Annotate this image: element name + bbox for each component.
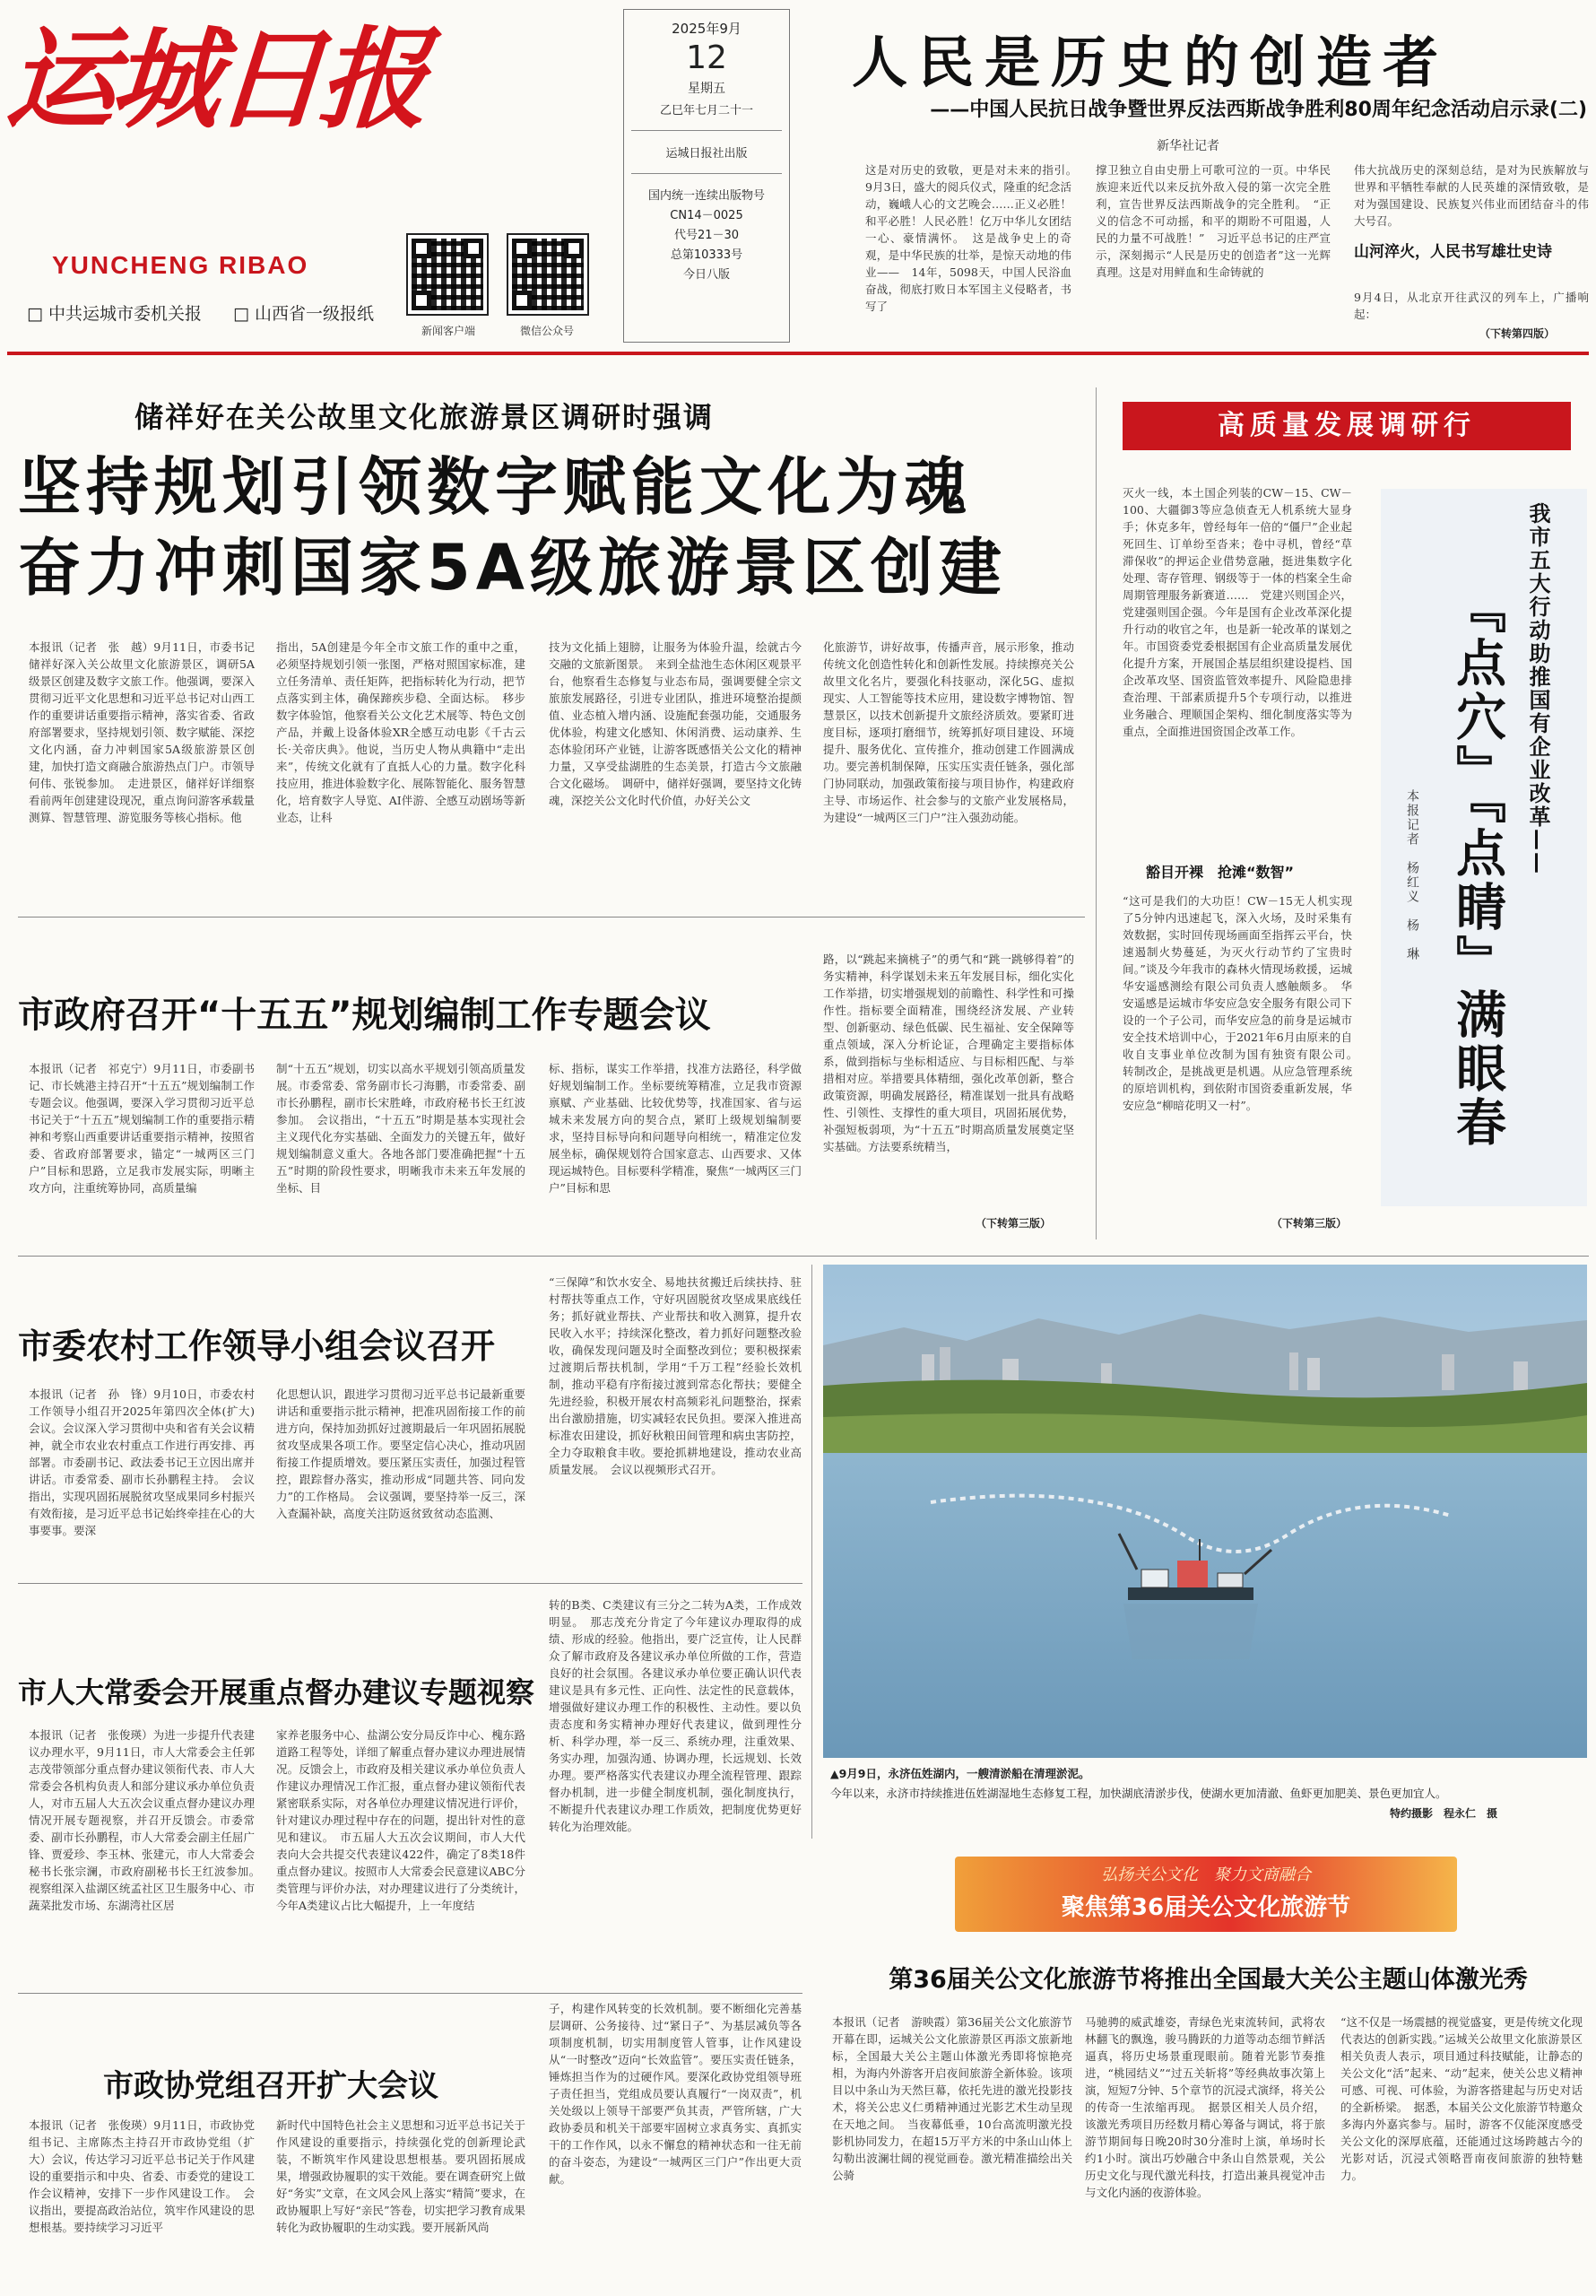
- lead-col-1: 本报讯（记者 张 越）9月11日，市委书记储祥好深入关公故里文化旅游景区，调研5A级景区创建及数字文旅工作。他强调，要深入贯彻习近平文化思想和习近平总书记对山西工作的重要讲话重要指示精神，落实省委、省政府部署要求，坚持规划引领、数字赋能、深挖文化内涵，奋力冲刺国家5A级旅游景区创建，加快打造文商融合旅游热点门户。市领导何伟、张锐参加。 走进景区，储祥好详细察看前两年创建建设现况，重点询问游客承载量测算、智慧管理、游览服务等核心指标。他: [29, 640, 255, 824]
- story2-col-4: 路，以“跳起来摘桃子”的勇气和“跳一跳够得着”的务实精神，科学谋划未来五年发展目标，细化实化工作举措，切实增强规划的前瞻性、科学性和可操作性。指标要全面精准，围绕经济发展、产业转型、创新驱动、绿色低碳、民生福祉、安全保障等重点领域，深入分析论证，合理确定主要指标体系，做到指标与坐标相适应、与目标相匹配、与举措相对应。举措要具体精细，强化改革创新，整合政策资源，明确发展路径，精准谋划一批具有战略性、引领性、支撑性的重大项目，巩固拓展优势，补强短板弱项，为“十五五”时期高质量发展奠定坚实基础。方法要系统精当，: [823, 952, 1074, 1153]
- festival-banner-title: 聚焦第36届关公文化旅游节: [1061, 1894, 1351, 1921]
- top-story-subtext: 9月4日，从北京开往武汉的列车上，广播响起：: [1354, 291, 1589, 321]
- page-count: 今日八版: [682, 268, 730, 282]
- dateline-box: [623, 9, 790, 343]
- lead-title-1: 坚持规划引领数字赋能文化为魂: [18, 450, 972, 524]
- lead-col-3: 技为文化插上翅膀，让服务为体验升温，绘就古今交融的文旅新图景。 来到全盐池生态休闲区观景平台，他察看生态修复与业态布局，强调要健全宗文旅旅发展路径，引进专业团队，推进环境整治提颜值、业态植入增内涵、设施配套强功能，交通服务优体验，构建文化感知、休闲消费、运动康养、生态体验闭环产业链，让游客既感悟关公文化的精神力量，又享受盐湖胜的生态美景，打造古今文旅融合文化磁场。 调研中，储祥好强调，要坚持文化铸魂，深挖关公文化时代价值，办好关公文: [549, 640, 802, 807]
- story3-col-3: “三保障”和饮水安全、易地扶贫搬迁后续扶持、驻村帮扶等重点工作，守好巩固脱贫攻坚成果底线任务；抓好就业帮扶、产业帮扶和收入测算，提升农民收入水平；持续深化整改，着力抓好问题整改验收，确保发现问题及时全面整改到位；要积极探索过渡期后帮扶机制，学用“千万工程”经验长效机制，推动平稳有序衔接过渡到常态化帮扶；要健全先进经验，积极开展农村高频彩礼问题整治，探索出台激励措施，切实减轻农民负担。要深入推进高标准农田建设，抓好秋粮田间管理和病虫害防控，全力夺取粮食丰收。要抢抓耕地建设，推动农业高质量发展。 会议以视频形式召开。: [549, 1275, 802, 1476]
- date-lunar: 乙巳年七月二十一: [659, 104, 753, 117]
- dredging-photo: [823, 1265, 1587, 1758]
- photo-caption-1: ▲9月9日，永济伍姓湖内，一艘清淤船在清理淤泥。: [830, 1767, 1090, 1780]
- top-story-subtitle: ——中国人民抗日战争暨世界反法西斯战争胜利80周年纪念活动启示录(二): [930, 99, 1587, 121]
- top-story-col-1: 这是对历史的致敬，更是对未来的指引。 9月3日，盛大的阅兵仪式，隆重的纪念活动，巍峨人心的文艺晚会……正义必胜！和平必胜！人民必胜！亿万中华儿女团结一心、豪情满怀。 这是战争史上的奇观，是中华民族的壮举，是惊天动地的伟业—— 14年，5098天，中国人民浴血奋战，彻底打败日本军国主义侵略者，书写了: [865, 163, 1083, 313]
- story3-col-1: 本报讯（记者 孙 锋）9月10日，市委农村工作领导小组召开2025年第四次全体(扩大)会议。会议深入学习贯彻中央和省有关会议精神，就全市农业农村重点工作进行再安排、再部署。市委副书记、政法委书记王立因出席并讲话。市委常委、副市长孙鹏程主持。 会议指出，实现巩固拓展脱贫攻坚成果同乡村振兴有效衔接，是习近平总书记始终牵挂在心的大事要事。要深: [29, 1387, 255, 1537]
- story2-col-3: 标、指标，谋实工作举措，找准方法路径，科学做好规划编制工作。坐标要统筹精准，立足我市资源禀赋、产业基础、比较优势等，找准国家、省与运城未来发展方向的契合点，紧盯上级规划编制要求，坚持目标导向和问题导向相统一，精准定位发展坐标，确保规划符合国家意志、山西要求、又体现运城特色。目标要科学精准，聚焦“一城两区三门户”目标和思: [549, 1062, 802, 1195]
- dredging-photo-art: [823, 1265, 1587, 1758]
- story5-col-1: 本报讯（记者 张俊瑛）9月11日，市政协党组书记、主席陈杰主持召开市政协党组（扩大）会议，传达学习习近平总书记关于作风建设的重要指示和中央、省委、市委党的建设工作会议精神，安排下一步作风建设工作。 会议指出，要提高政治站位，筑牢作风建设的思想根基。要持续学习习近平: [29, 2118, 255, 2234]
- story3-col-2: 化思想认识，跟进学习贯彻习近平总书记最新重要讲话和重要指示批示精神，把准巩固衔接工作的前进方向，保持加劲抓好过渡期最后一年巩固拓展脱贫攻坚成果各项工作。要坚定信心决心，推动巩固衔接工作提质增效。要压紧压实责任，加强过程管控，跟踪督办落实，推动形成“同题共答、同向发力”的工作格局。 会议强调，要坚持举一反三，深入查漏补缺，高度关注防返贫致贫动态监测、: [276, 1387, 525, 1520]
- masthead-subtitle-1: □ 中共运城市委机关报: [27, 304, 202, 324]
- story5-col-2: 新时代中国特色社会主义思想和习近平总书记关于作风建设的重要指示，持续强化党的创新理论武装，不断筑牢作风建设思想根基。要巩固拓展成果，增强政协履职的实干效能。要在调查研究上做好“务实”文章，在文风会风上落实“精简”要求，在政协履职上写好“亲民”答卷，切实把学习教育成果转化为政协履职的生动实践。要开展新风尚: [276, 2118, 525, 2234]
- story4-title: 市人大常委会开展重点督办建议专题视察: [18, 1675, 535, 1709]
- lead-col-2: 指出，5A创建是今年全市文旅工作的重中之重，必须坚持规划引领一张图，严格对照国家标准，建立任务清单、责任矩阵，把指标转化为行动，把节点落实到主体，确保蹄疾步稳、全面达标。 移步数字体验馆，他察看关公文化艺术展等、特色文创产品，并戴上设备体验XR全感互动电影《千古云长·关帝庆典》。他说，当历史人物从典籍中“走出来”，传统文化就有了直抵人心的力量。数字化科技应用，推进体验数字化、展陈智能化、服务智慧化，培育数字人导览、AI伴游、全感互动剧场等新业态，让科: [276, 640, 525, 824]
- qr-label-wechat: 微信公众号: [519, 325, 574, 337]
- qr-code-news-client[interactable]: [408, 235, 487, 314]
- story4-col-1: 本报讯（记者 张俊瑛）为进一步提升代表建议办理水平，9月11日，市人大常委会主任郭志茂带领部分重点督办建议领衔代表、市人大常委会各机构负责人和部分建议承办单位负责人，对市五届人大五次会议重点督办建议办理情况开展专题视察，并召开反馈会。市委常委、副市长孙鹏程，市人大常委会副主任屈广锋、贾爱珍、李玉林、张建元，市人大常委会秘书长张宗澜，市政府副秘书长王红波参加。 视察组深入盐湖区统孟社区卫生服务中心、市蔬菜批发市场、东湖湾社区居: [29, 1728, 266, 1912]
- top-story-continued[interactable]: （下转第四版）: [1479, 327, 1556, 340]
- divider-story4-bottom: [18, 1993, 802, 1994]
- divider-story2-bottom: [18, 1256, 1589, 1257]
- story2-title: 市政府召开“十五五”规划编制工作专题会议: [18, 995, 711, 1036]
- lead-col-4: 化旅游节，讲好故事，传播声音，展示形象，推动传统文化创造性转化和创新性发展。持续擦亮关公故里文化名片，要强化科技驱动，深化5G、虚拟现实、人工智能等技术应用，建设数字博物馆、智慧景区，以技术创新提升文旅经济质效。要紧盯进度目标，逐项打磨细节，统筹抓好项目建设、环境提升、服务优化、宣传推介，推动创建工作圆满成功。要完善机制保障，压实压实责任链条，强化部门协同联动，加强政策衔接与项目协作，构建政府主导、市场运作、社会参与的文旅产业发展格局，为建设“一城两区三门户”注入强劲动能。: [823, 640, 1074, 824]
- top-story-col-3: 伟大抗战历史的深刻总结，是对为民族解放与世界和平牺牲奉献的人民英雄的深情致敬，是对为强国建设、民族复兴伟业而团结奋斗的伟大号召。: [1354, 163, 1589, 228]
- divider-story3-bottom: [18, 1583, 802, 1584]
- story5-col-3: 子，构建作风转变的长效机制。要不断细化完善基层调研、公务接待、过“紧日子”、为基层减负等各项制度机制，切实用制度管人管事，让作风建设从“一时整改”迈向“长效监管”。要压实责任链条，锤炼担当作为的过硬作风。要深化政协党组领导班子责任担当，党组成员要认真履行“一岗双责”，机关处级以上领导干部要严负其责，严管所辖，广大政协委员和机关干部要牢固树立求真务实、真抓实干的工作作风，以永不懈怠的精神状态和一往无前的奋斗姿态，为建设“一城两区三门户”作出更大贡献。: [549, 2002, 802, 2186]
- date-year-month: 2025年9月: [672, 21, 742, 37]
- story5-title: 市政协党组召开扩大会议: [103, 2068, 438, 2104]
- cn-number: CN14－0025: [670, 209, 743, 222]
- publisher: 运城日报社出版: [665, 147, 748, 161]
- sidebar-headline-main: 『点穴』『点睛』满眼春: [1448, 583, 1506, 1150]
- qr-label-news-client: 新闻客户端: [421, 325, 475, 337]
- festival-col-2: 马驰骋的威武雄姿，青绿色光束流转间，武将农林翻飞的飘逸，骏马腾跃的力道等动态细节鲜活逼真，将历史场景重现眼前。随着光影节奏推进，“桃园结义”“过五关斩将”等经典故事次第上演，短短7分钟、5个章节的沉浸式演绎，将关公的传奇一生浓缩再现。 据景区相关人员介绍，该激光秀项目历经数月精心筹备与调试，将于旅游节期间每日晚20时30分准时上演，单场时长约1小时。演出巧妙融合中条山自然景观，关公历史文化与现代激光科技，打造出兼具视觉冲击与文化内涵的夜游体验。: [1085, 2015, 1325, 2199]
- photo-credit: 特约摄影 程永仁 摄: [1390, 1807, 1498, 1820]
- photo-divider: [811, 1265, 812, 1839]
- lead-kicker: 储祥好在关公故里文化旅游景区调研时强调: [134, 400, 715, 434]
- sidebar-col-2: “这可是我们的大功臣！CW－15无人机实现了5分钟内迅速起飞，深入火场，及时采集有效数据，实时回传现场画面至指挥云平台，快速遏制火势蔓延，为灭火行动节约了宝贵时间。”谈及今年我市的森林火情现场救援，运城华安遥感测绘有限公司负责人感触颇多。 华安遥感是运城市华安应急安全服务有限公司下设的一个子公司，而华安应急的前身是运城市安全技术培训中心，于2021年6月由原来的自收自支事业单位改制为国有独资有限公司。 转制改企，是挑战更是机遇。从应急管理系统的原培训机构，到依附市国资委重新发展，华安应急“柳暗花明又一村”。: [1123, 894, 1364, 1112]
- festival-col-3: “这不仅是一场震撼的视觉盛宴，更是传统文化现代表达的创新实践。”运城关公故里文化旅游景区相关负责人表示，项目通过科技赋能，让静态的关公文化“活”起来、“动”起来，使关公忠义精神可感、可视、可体验，为游客搭建起与历史对话的全新桥梁。 据悉，本届关公文化旅游节特邀众多海内外嘉宾参与。届时，游客不仅能深度感受关公文化的深厚底蕴，还能通过这场跨越古今的光影对话，沉浸式领略晋南夜间旅游的独特魅力。: [1340, 2015, 1583, 2182]
- festival-col-1: 本报讯（记者 游映霞）第36届关公文化旅游节开幕在即，运城关公文化旅游景区再添文旅新地标，全国最大关公主题山体激光秀即将惊艳亮相，为海内外游客开启夜间旅游全新体验。该项目以中条山为天然巨幕，依托先进的激光投影技术，将关公忠义仁勇精神通过光影艺术生动呈现在天地之间。 当夜幕低垂，10台高流明激光投影机协同发力，在超15万平方米的中条山山体上勾勒出波澜壮阔的视觉画卷。激光精准描绘出关公骑: [832, 2015, 1072, 2182]
- issn-label: 国内统一连续出版物号: [647, 189, 765, 203]
- masthead-rule: [7, 352, 1589, 355]
- photo-caption-2: 今年以来，永济市持续推进伍姓湖湿地生态修复工程，加快湖底清淤步伐，使湖水更加清澈、鱼虾更加肥美、景色更加宜人。: [830, 1787, 1447, 1800]
- festival-banner-slogan: 弘扬关公文化 聚力文商融合: [1101, 1866, 1311, 1884]
- story3-title: 市委农村工作领导小组会议召开: [18, 1326, 496, 1366]
- sidebar-column-tag-label: 高质量发展调研行: [1218, 410, 1476, 441]
- qr-code-wechat[interactable]: [508, 235, 587, 314]
- story2-col-1: 本报讯（记者 祁克宁）9月11日，市委副书记、市长姚港主持召开“十五五”规划编制工作专题会议。他强调，要深入学习贯彻习近平总书记关于“十五五”规划编制工作的重要指示精神和考察山西重要讲话重要指示精神，按照省委、省政府部署要求，锚定“一城两区三门户”目标和思路，立足我市发展实际，明晰主攻方向，注重统筹协同，高质量编: [29, 1062, 255, 1195]
- top-story-subhead: 山河淬火，人民书写雄壮史诗: [1354, 243, 1552, 261]
- lead-sidebar-divider: [1096, 387, 1097, 1239]
- story4-col-3: 转的B类、C类建议有三分之二转为A类，工作成效明显。 那志茂充分肯定了今年建议办理取得的成绩、形成的经验。他指出，要广泛宣传，让人民群众了解市政府及各建议承办单位所做的工作，营造良好的社会氛围。各建议承办单位要正确认识代表建议是具有多元性、正向性、法定性的民意载体，增强做好建议办理工作的积极性、主动性。要以负责态度和务实精神办理好代表建议，做到理性分析、科学办理，举一反三、系统办理，注重效果、务实办理，加强沟通、协调办理，长远规划、长效办理。要严格落实代表建议办理全流程管理、跟踪督办机制，进一步健全制度机制，强化制度执行，不断提升代表建议办理工作质效，把制度优势更好转化为治理效能。: [549, 1598, 802, 1833]
- sidebar-headline-kicker: 我市五大行动助推国有企业改革——: [1525, 502, 1550, 875]
- sidebar-column-tag: [1123, 402, 1571, 450]
- masthead-title: 运城日报: [2, 14, 429, 144]
- story4-col-2: 家养老服务中心、盐湖公安分局反诈中心、槐东路道路工程等处，详细了解重点督办建议办理进展情况。反馈会上，市政府及相关建议承办单位负责人作建议办理情况工作汇报，重点督办建议领衔代表紧密联系实际，对各单位办理建议情况进行评价，针对建议办理过程中存在的问题，提出针对性的意见和建议。 市五届人大五次会议期间，市人大代表向大会共提交代表建议422件，确定了8类18件重点督办建议。按照市人大常委会民意建议ABC分类管理与评价办法，对办理建议进行了分类统计，今年A类建议占比大幅提升，上一年度结: [276, 1728, 526, 1912]
- lead-title-2: 奋力冲刺国家5A级旅游景区创建: [18, 531, 1007, 604]
- masthead-pinyin: YUNCHENG RIBAO: [52, 251, 309, 279]
- top-story-title: 人民是历史的创造者: [852, 30, 1450, 95]
- total-issue: 总第10333号: [670, 248, 743, 262]
- story2-col-2: 制“十五五”规划，切实以高水平规划引领高质量发展。市委常委、常务副市长刁海鹏，市委常委、副市长孙鹏程，副市长宋胜峰，市政府秘书长王红波参加。 会议指出，“十五五”时期是基本实现社会主义现代化夯实基础、全面发力的关键五年，做好规划编制意义重大。各地各部门要准确把握“十五五”时期的阶段性要求，明晰我市未来五年发展的坐标、目: [276, 1062, 525, 1195]
- date-weekday: 星期五: [688, 82, 725, 96]
- top-story-byline: 新华社记者: [1157, 139, 1219, 153]
- sidebar-reporters: 本报记者 杨红义 杨 琳: [1405, 789, 1419, 961]
- sidebar-subhead: 豁目开裸 抢滩“数智”: [1146, 864, 1295, 881]
- postal-code: 代号21－30: [673, 229, 740, 242]
- divider-lead-bottom: [18, 917, 1085, 918]
- festival-banner: [955, 1857, 1457, 1932]
- festival-title: 第36届关公文化旅游节将推出全国最大关公主题山体激光秀: [889, 1966, 1528, 1994]
- masthead-subtitle-2: □ 山西省一级报纸: [233, 304, 374, 324]
- sidebar-col-1: 灭火一线，本土国企列装的CW－15、CW－100、大疆御3等应急侦查无人机系统大显身手；休克多年，曾经每年一倍的“僵尸”企业起死回生、订单纷至沓来；卷中寻机，曾经“草滞保收”的押运企业借势意融，挺进集数字化处理、寄存管理、钢级等于一体的档案全生命周期管理服务新赛道…… 党建兴则国企兴，党建强则国企强。今年是国有企业改革深化提升行动的收官之年，也是新一轮改革的谋划之年。市国资委党委根据国有企业高质量发展优化提升方案，开展国企基层组织建设提档、国企改革攻坚、国资监管效率提升、风险隐患排查治理、干部素质提升5个专项行动，以推进业务融合、理顺国企架构、细化制度落实等为重点，全面推进国资国企改革工作。: [1123, 486, 1352, 738]
- sidebar-continued[interactable]: （下转第三版）: [1271, 1217, 1348, 1230]
- story2-continued[interactable]: （下转第三版）: [976, 1217, 1052, 1230]
- top-story-col-2: 撑卫独立自由史册上可歌可泣的一页。中华民族迎来近代以来反抗外敌入侵的第一次完全胜利，宣告世界反法西斯战争的完全胜利。 “正义的信念不可动摇，和平的期盼不可阻遏，人民的力量不可战胜！” 习近平总书记的庄严宣示，深刻揭示“人民是历史的创造者”这一光辉真理。这是对用鲜血和生命铸就的: [1096, 163, 1331, 279]
- date-day: 12: [686, 39, 727, 76]
